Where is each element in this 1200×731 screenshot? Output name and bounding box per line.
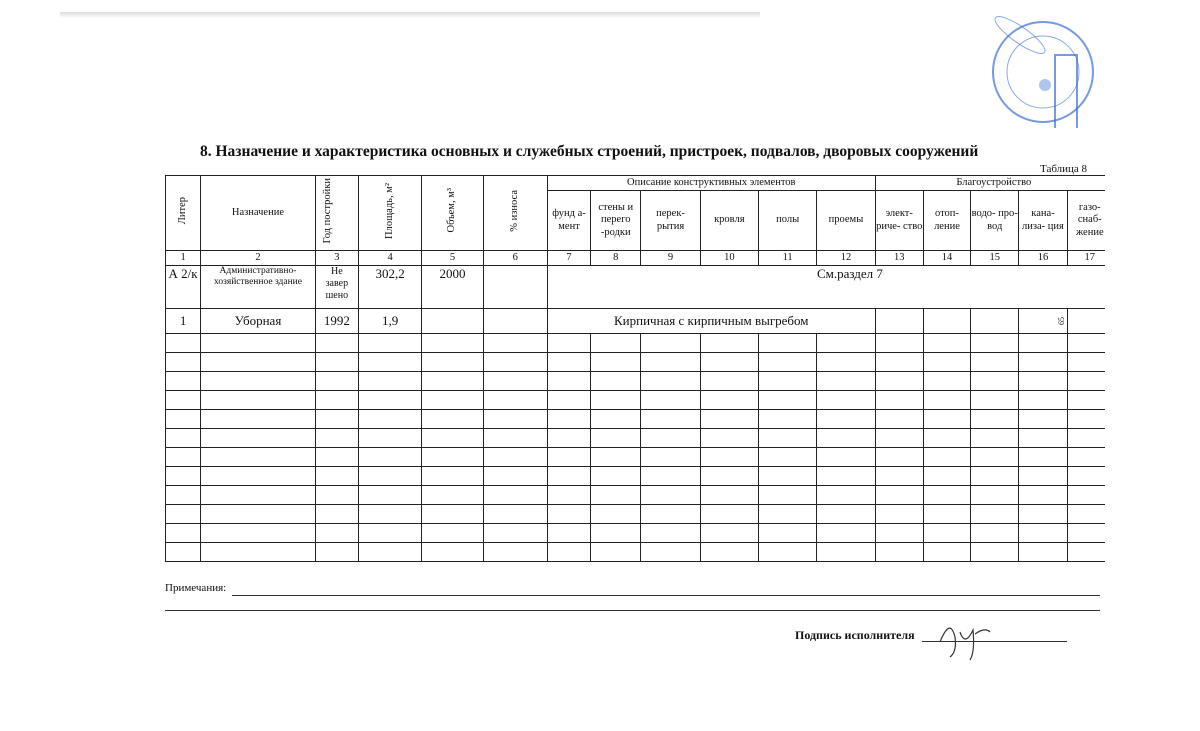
empty-cell <box>641 410 700 429</box>
empty-cell <box>1067 429 1105 448</box>
empty-cell <box>641 391 700 410</box>
empty-cell <box>422 448 483 467</box>
empty-cell <box>700 429 758 448</box>
notes-label: Примечания: <box>165 582 227 594</box>
empty-cell <box>1019 410 1067 429</box>
empty-cell <box>591 391 641 410</box>
empty-cell <box>971 486 1019 505</box>
empty-cell <box>358 467 421 486</box>
empty-cell <box>923 467 970 486</box>
table-row <box>166 486 1106 505</box>
empty-cell <box>358 372 421 391</box>
empty-cell <box>547 353 590 372</box>
empty-cell <box>923 334 970 353</box>
empty-cell <box>817 448 875 467</box>
empty-cell <box>817 467 875 486</box>
cell-wear <box>483 309 547 334</box>
empty-cell <box>547 391 590 410</box>
empty-cell <box>547 467 590 486</box>
empty-cell <box>758 524 816 543</box>
empty-cell <box>875 372 923 391</box>
table-row <box>166 391 1106 410</box>
empty-cell <box>875 543 923 562</box>
empty-cell <box>315 505 358 524</box>
empty-cell <box>641 467 700 486</box>
table-row <box>166 467 1106 486</box>
empty-cell <box>547 410 590 429</box>
empty-cell <box>315 429 358 448</box>
column-number: 10 <box>700 251 758 266</box>
empty-cell <box>817 486 875 505</box>
empty-cell <box>358 334 421 353</box>
empty-cell <box>1067 467 1105 486</box>
empty-cell <box>591 486 641 505</box>
empty-cell <box>166 391 201 410</box>
empty-cell <box>315 467 358 486</box>
empty-cell <box>923 524 970 543</box>
column-number: 15 <box>971 251 1019 266</box>
empty-cell <box>166 429 201 448</box>
header-wear: % износа <box>483 176 547 251</box>
empty-cell <box>817 410 875 429</box>
empty-cell <box>817 391 875 410</box>
empty-cell <box>923 448 970 467</box>
cell-water <box>971 309 1019 334</box>
empty-cell <box>923 353 970 372</box>
empty-cell <box>315 524 358 543</box>
column-number: 11 <box>758 251 816 266</box>
empty-cell <box>483 505 547 524</box>
empty-cell <box>315 334 358 353</box>
empty-cell <box>201 410 316 429</box>
empty-cell <box>1067 524 1105 543</box>
empty-cell <box>971 524 1019 543</box>
empty-cell <box>1019 524 1067 543</box>
empty-cell <box>1019 429 1067 448</box>
cell-sewerage <box>1019 309 1067 334</box>
empty-cell <box>923 505 970 524</box>
empty-cell <box>315 543 358 562</box>
empty-cell <box>875 486 923 505</box>
empty-cell <box>1067 486 1105 505</box>
empty-cell <box>641 429 700 448</box>
cell-description: См.раздел 7 <box>547 266 1105 309</box>
header-walls: стены и перего -родки <box>591 191 641 251</box>
empty-cell <box>758 372 816 391</box>
cell-volume <box>422 309 483 334</box>
cell-year: Не завер шено <box>315 266 358 309</box>
empty-cell <box>358 505 421 524</box>
empty-cell <box>201 391 316 410</box>
empty-cell <box>817 334 875 353</box>
empty-cell <box>971 353 1019 372</box>
empty-cell <box>591 448 641 467</box>
page-mark: 65 <box>1056 317 1066 325</box>
empty-cell <box>591 429 641 448</box>
empty-cell <box>201 467 316 486</box>
signature-label: Подпись исполнителя <box>795 628 915 642</box>
empty-cell <box>700 410 758 429</box>
column-number: 9 <box>641 251 700 266</box>
empty-cell <box>875 505 923 524</box>
header-openings: проемы <box>817 191 875 251</box>
empty-cell <box>700 448 758 467</box>
empty-cell <box>422 372 483 391</box>
column-number: 1 <box>166 251 201 266</box>
column-number: 8 <box>591 251 641 266</box>
page-title: 8. Назначение и характеристика основных и служебных строений, пристроек, подвалов, дворовых сооружений <box>200 143 979 160</box>
cell-electricity <box>875 309 923 334</box>
empty-cell <box>591 524 641 543</box>
empty-cell <box>758 486 816 505</box>
cell-area: 1,9 <box>358 309 421 334</box>
empty-cell <box>758 448 816 467</box>
column-number: 2 <box>201 251 316 266</box>
notes-line <box>232 595 1100 596</box>
empty-cell <box>923 429 970 448</box>
empty-cell <box>422 410 483 429</box>
empty-cell <box>758 334 816 353</box>
empty-cell <box>483 353 547 372</box>
empty-cell <box>700 486 758 505</box>
empty-cell <box>166 353 201 372</box>
empty-cell <box>422 505 483 524</box>
column-number: 4 <box>358 251 421 266</box>
empty-cell <box>358 543 421 562</box>
empty-cell <box>1019 486 1067 505</box>
empty-cell <box>591 543 641 562</box>
empty-cell <box>166 486 201 505</box>
empty-cell <box>201 334 316 353</box>
table-row <box>166 309 1106 334</box>
column-number: 14 <box>923 251 970 266</box>
empty-cell <box>166 524 201 543</box>
empty-cell <box>875 524 923 543</box>
empty-cell <box>1067 543 1105 562</box>
empty-cell <box>971 410 1019 429</box>
empty-cell <box>591 334 641 353</box>
empty-cell <box>875 429 923 448</box>
empty-cell <box>483 391 547 410</box>
empty-cell <box>923 486 970 505</box>
empty-cell <box>422 353 483 372</box>
empty-cell <box>1067 334 1105 353</box>
empty-cell <box>483 543 547 562</box>
column-number: 12 <box>817 251 875 266</box>
table-row <box>166 543 1106 562</box>
cell-liter: А 2/к <box>166 266 201 309</box>
empty-cell <box>1019 505 1067 524</box>
empty-cell <box>700 372 758 391</box>
empty-cell <box>700 543 758 562</box>
header-gas: газо- снаб- жение <box>1067 191 1105 251</box>
header-floors-slabs: перек- рытия <box>641 191 700 251</box>
header-structural-group: Описание конструктивных элементов <box>547 176 875 191</box>
cell-area: 302,2 <box>358 266 421 309</box>
empty-cell <box>971 334 1019 353</box>
empty-cell <box>923 372 970 391</box>
empty-cell <box>483 410 547 429</box>
table-row <box>166 410 1106 429</box>
empty-cell <box>483 429 547 448</box>
header-amenities-group: Благоустройство <box>875 176 1105 191</box>
empty-cell <box>166 334 201 353</box>
table-row <box>166 429 1106 448</box>
empty-cell <box>166 543 201 562</box>
empty-cell <box>641 486 700 505</box>
empty-cell <box>201 524 316 543</box>
empty-cell <box>422 524 483 543</box>
empty-cell <box>591 505 641 524</box>
empty-cell <box>201 429 316 448</box>
empty-cell <box>758 543 816 562</box>
empty-cell <box>875 410 923 429</box>
empty-cell <box>923 543 970 562</box>
column-number: 6 <box>483 251 547 266</box>
empty-cell <box>547 334 590 353</box>
empty-cell <box>817 543 875 562</box>
header-heating: отоп- ление <box>923 191 970 251</box>
empty-cell <box>166 410 201 429</box>
empty-cell <box>1067 372 1105 391</box>
cell-volume: 2000 <box>422 266 483 309</box>
header-floors: полы <box>758 191 816 251</box>
empty-cell <box>875 467 923 486</box>
empty-cell <box>483 372 547 391</box>
empty-cell <box>817 524 875 543</box>
empty-cell <box>422 486 483 505</box>
buildings-table <box>165 175 1105 575</box>
empty-cell <box>875 448 923 467</box>
empty-cell <box>422 429 483 448</box>
empty-cell <box>315 372 358 391</box>
empty-cell <box>591 410 641 429</box>
header-roof: кровля <box>700 191 758 251</box>
cell-purpose: Административно-хозяйственное здание <box>201 266 316 309</box>
cell-year: 1992 <box>315 309 358 334</box>
empty-cell <box>201 353 316 372</box>
empty-cell <box>166 467 201 486</box>
empty-cell <box>166 372 201 391</box>
empty-cell <box>422 543 483 562</box>
table-number: Таблица 8 <box>1040 163 1088 175</box>
empty-cell <box>358 391 421 410</box>
column-number: 5 <box>422 251 483 266</box>
empty-cell <box>700 467 758 486</box>
empty-cell <box>1019 353 1067 372</box>
empty-cell <box>641 524 700 543</box>
empty-cell <box>358 429 421 448</box>
empty-cell <box>315 353 358 372</box>
empty-cell <box>422 467 483 486</box>
empty-cell <box>1067 391 1105 410</box>
empty-cell <box>483 486 547 505</box>
table-row <box>166 353 1106 372</box>
empty-cell <box>358 448 421 467</box>
table-row <box>166 334 1106 353</box>
empty-cell <box>547 505 590 524</box>
empty-cell <box>817 372 875 391</box>
column-number: 13 <box>875 251 923 266</box>
table-row <box>166 505 1106 524</box>
empty-cell <box>201 448 316 467</box>
empty-cell <box>201 505 316 524</box>
empty-cell <box>547 372 590 391</box>
empty-cell <box>166 505 201 524</box>
scan-edge <box>60 12 760 18</box>
empty-cell <box>971 505 1019 524</box>
empty-cell <box>483 524 547 543</box>
empty-cell <box>547 524 590 543</box>
empty-cell <box>358 410 421 429</box>
empty-cell <box>201 372 316 391</box>
empty-cell <box>315 410 358 429</box>
column-numbers-row <box>166 251 1106 266</box>
official-stamp <box>985 10 1095 128</box>
empty-cell <box>547 486 590 505</box>
empty-cell <box>1067 353 1105 372</box>
empty-cell <box>547 448 590 467</box>
empty-cell <box>591 372 641 391</box>
empty-cell <box>1019 448 1067 467</box>
header-foundation: фунд а- мент <box>547 191 590 251</box>
empty-cell <box>923 410 970 429</box>
empty-cell <box>547 429 590 448</box>
table-row <box>166 372 1106 391</box>
empty-cell <box>971 543 1019 562</box>
empty-cell <box>641 372 700 391</box>
cell-liter: 1 <box>166 309 201 334</box>
column-number: 7 <box>547 251 590 266</box>
header-electricity: элект- риче- ство <box>875 191 923 251</box>
empty-cell <box>923 391 970 410</box>
empty-cell <box>641 505 700 524</box>
empty-cell <box>315 448 358 467</box>
table-row <box>166 448 1106 467</box>
header-water: водо- про- вод <box>971 191 1019 251</box>
empty-cell <box>315 391 358 410</box>
empty-cell <box>875 353 923 372</box>
empty-cell <box>641 353 700 372</box>
empty-cell <box>1067 505 1105 524</box>
empty-cell <box>1067 410 1105 429</box>
empty-cell <box>641 334 700 353</box>
cell-purpose: Уборная <box>201 309 316 334</box>
empty-cell <box>758 353 816 372</box>
empty-cell <box>641 448 700 467</box>
empty-cell <box>700 353 758 372</box>
empty-cell <box>1019 391 1067 410</box>
column-number: 17 <box>1067 251 1105 266</box>
column-number: 16 <box>1019 251 1067 266</box>
empty-cell <box>1067 448 1105 467</box>
cell-wear <box>483 266 547 309</box>
empty-cell <box>201 543 316 562</box>
empty-cell <box>483 467 547 486</box>
empty-cell <box>483 448 547 467</box>
empty-cell <box>971 448 1019 467</box>
empty-cell <box>1019 543 1067 562</box>
header-purpose: Назначение <box>201 176 316 251</box>
empty-cell <box>483 334 547 353</box>
empty-cell <box>971 429 1019 448</box>
empty-cell <box>971 391 1019 410</box>
empty-cell <box>817 505 875 524</box>
notes-line <box>165 610 1100 611</box>
empty-cell <box>875 391 923 410</box>
empty-cell <box>358 353 421 372</box>
handwritten-signature <box>935 612 995 662</box>
empty-cell <box>875 334 923 353</box>
empty-cell <box>358 486 421 505</box>
empty-cell <box>700 334 758 353</box>
empty-cell <box>758 467 816 486</box>
empty-cell <box>547 543 590 562</box>
empty-cell <box>1019 334 1067 353</box>
empty-cell <box>422 391 483 410</box>
empty-cell <box>1019 372 1067 391</box>
empty-cell <box>358 524 421 543</box>
empty-cell <box>700 524 758 543</box>
empty-cell <box>817 429 875 448</box>
header-sewerage: кана- лиза- ция <box>1019 191 1067 251</box>
empty-cell <box>591 353 641 372</box>
cell-gas <box>1067 309 1105 334</box>
empty-cell <box>591 467 641 486</box>
empty-cell <box>758 505 816 524</box>
table-row <box>166 524 1106 543</box>
empty-cell <box>422 334 483 353</box>
empty-cell <box>971 467 1019 486</box>
empty-cell <box>700 391 758 410</box>
column-number: 3 <box>315 251 358 266</box>
empty-cell <box>758 410 816 429</box>
empty-cell <box>315 486 358 505</box>
table-row <box>166 266 1106 309</box>
header-year: Год постройки <box>315 176 358 251</box>
header-area: Площадь, м² <box>358 176 421 251</box>
header-liter: Литер <box>166 176 201 251</box>
empty-cell <box>758 429 816 448</box>
empty-cell <box>817 353 875 372</box>
empty-cell <box>166 448 201 467</box>
empty-cell <box>201 486 316 505</box>
cell-heating <box>923 309 970 334</box>
empty-cell <box>1019 467 1067 486</box>
empty-cell <box>641 543 700 562</box>
empty-cell <box>758 391 816 410</box>
empty-cell <box>700 505 758 524</box>
cell-description: Кирпичная с кирпичным выгребом <box>547 309 875 334</box>
empty-cell <box>971 372 1019 391</box>
header-volume: Объем, м³ <box>422 176 483 251</box>
